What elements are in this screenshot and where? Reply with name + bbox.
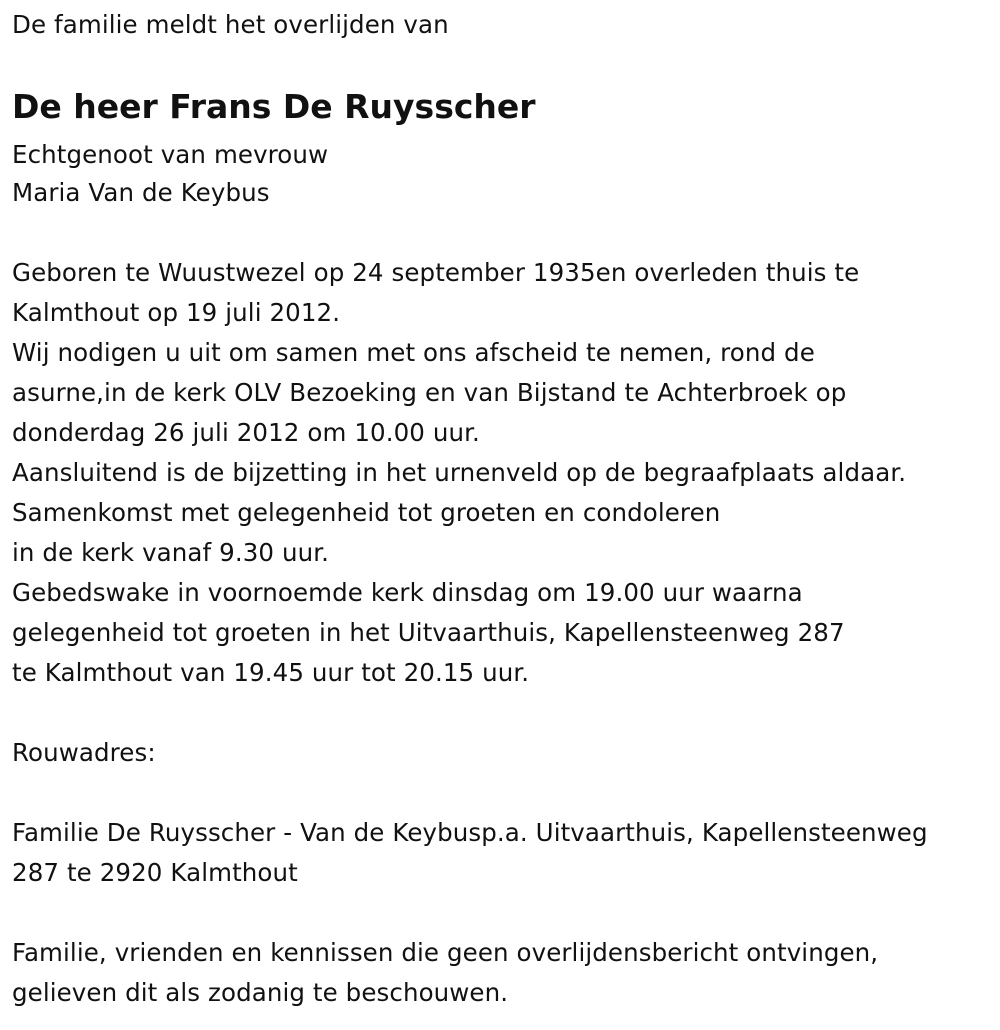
body-line: Aansluitend is de bijzetting in het urnenveld op de begraafplaats aldaar. bbox=[12, 458, 907, 487]
deceased-name: De heer Frans De Ruysscher bbox=[12, 87, 536, 126]
body-line: gelegenheid tot groeten in het Uitvaarthuis, Kapellensteenweg 287 bbox=[12, 618, 845, 647]
address-label: Rouwadres: bbox=[12, 738, 156, 767]
body-line: Samenkomst met gelegenheid tot groeten en condoleren bbox=[12, 498, 721, 527]
body-line: asurne,in de kerk OLV Bezoeking en van Bijstand te Achterbroek op bbox=[12, 378, 847, 407]
closing-line: Familie, vrienden en kennissen die geen overlijdensbericht ontvingen, bbox=[12, 938, 879, 967]
intro-text: De familie meldt het overlijden van bbox=[12, 10, 449, 39]
body-line: Geboren te Wuustwezel op 24 september 1935en overleden thuis te bbox=[12, 258, 860, 287]
body-line: donderdag 26 juli 2012 om 10.00 uur. bbox=[12, 418, 480, 447]
spouse-line: Maria Van de Keybus bbox=[12, 178, 270, 207]
address-line: Familie De Ruysscher - Van de Keybusp.a. Uitvaarthuis, Kapellensteenweg bbox=[12, 818, 928, 847]
address-line: 287 te 2920 Kalmthout bbox=[12, 858, 298, 887]
body-line: te Kalmthout van 19.45 uur tot 20.15 uur. bbox=[12, 658, 530, 687]
body-line: Gebedswake in voornoemde kerk dinsdag om 19.00 uur waarna bbox=[12, 578, 803, 607]
body-line: in de kerk vanaf 9.30 uur. bbox=[12, 538, 330, 567]
closing-line: gelieven dit als zodanig te beschouwen. bbox=[12, 978, 509, 1007]
body-line: Kalmthout op 19 juli 2012. bbox=[12, 298, 341, 327]
body-line: Wij nodigen u uit om samen met ons afscheid te nemen, rond de bbox=[12, 338, 815, 367]
spouse-line: Echtgenoot van mevrouw bbox=[12, 140, 329, 169]
